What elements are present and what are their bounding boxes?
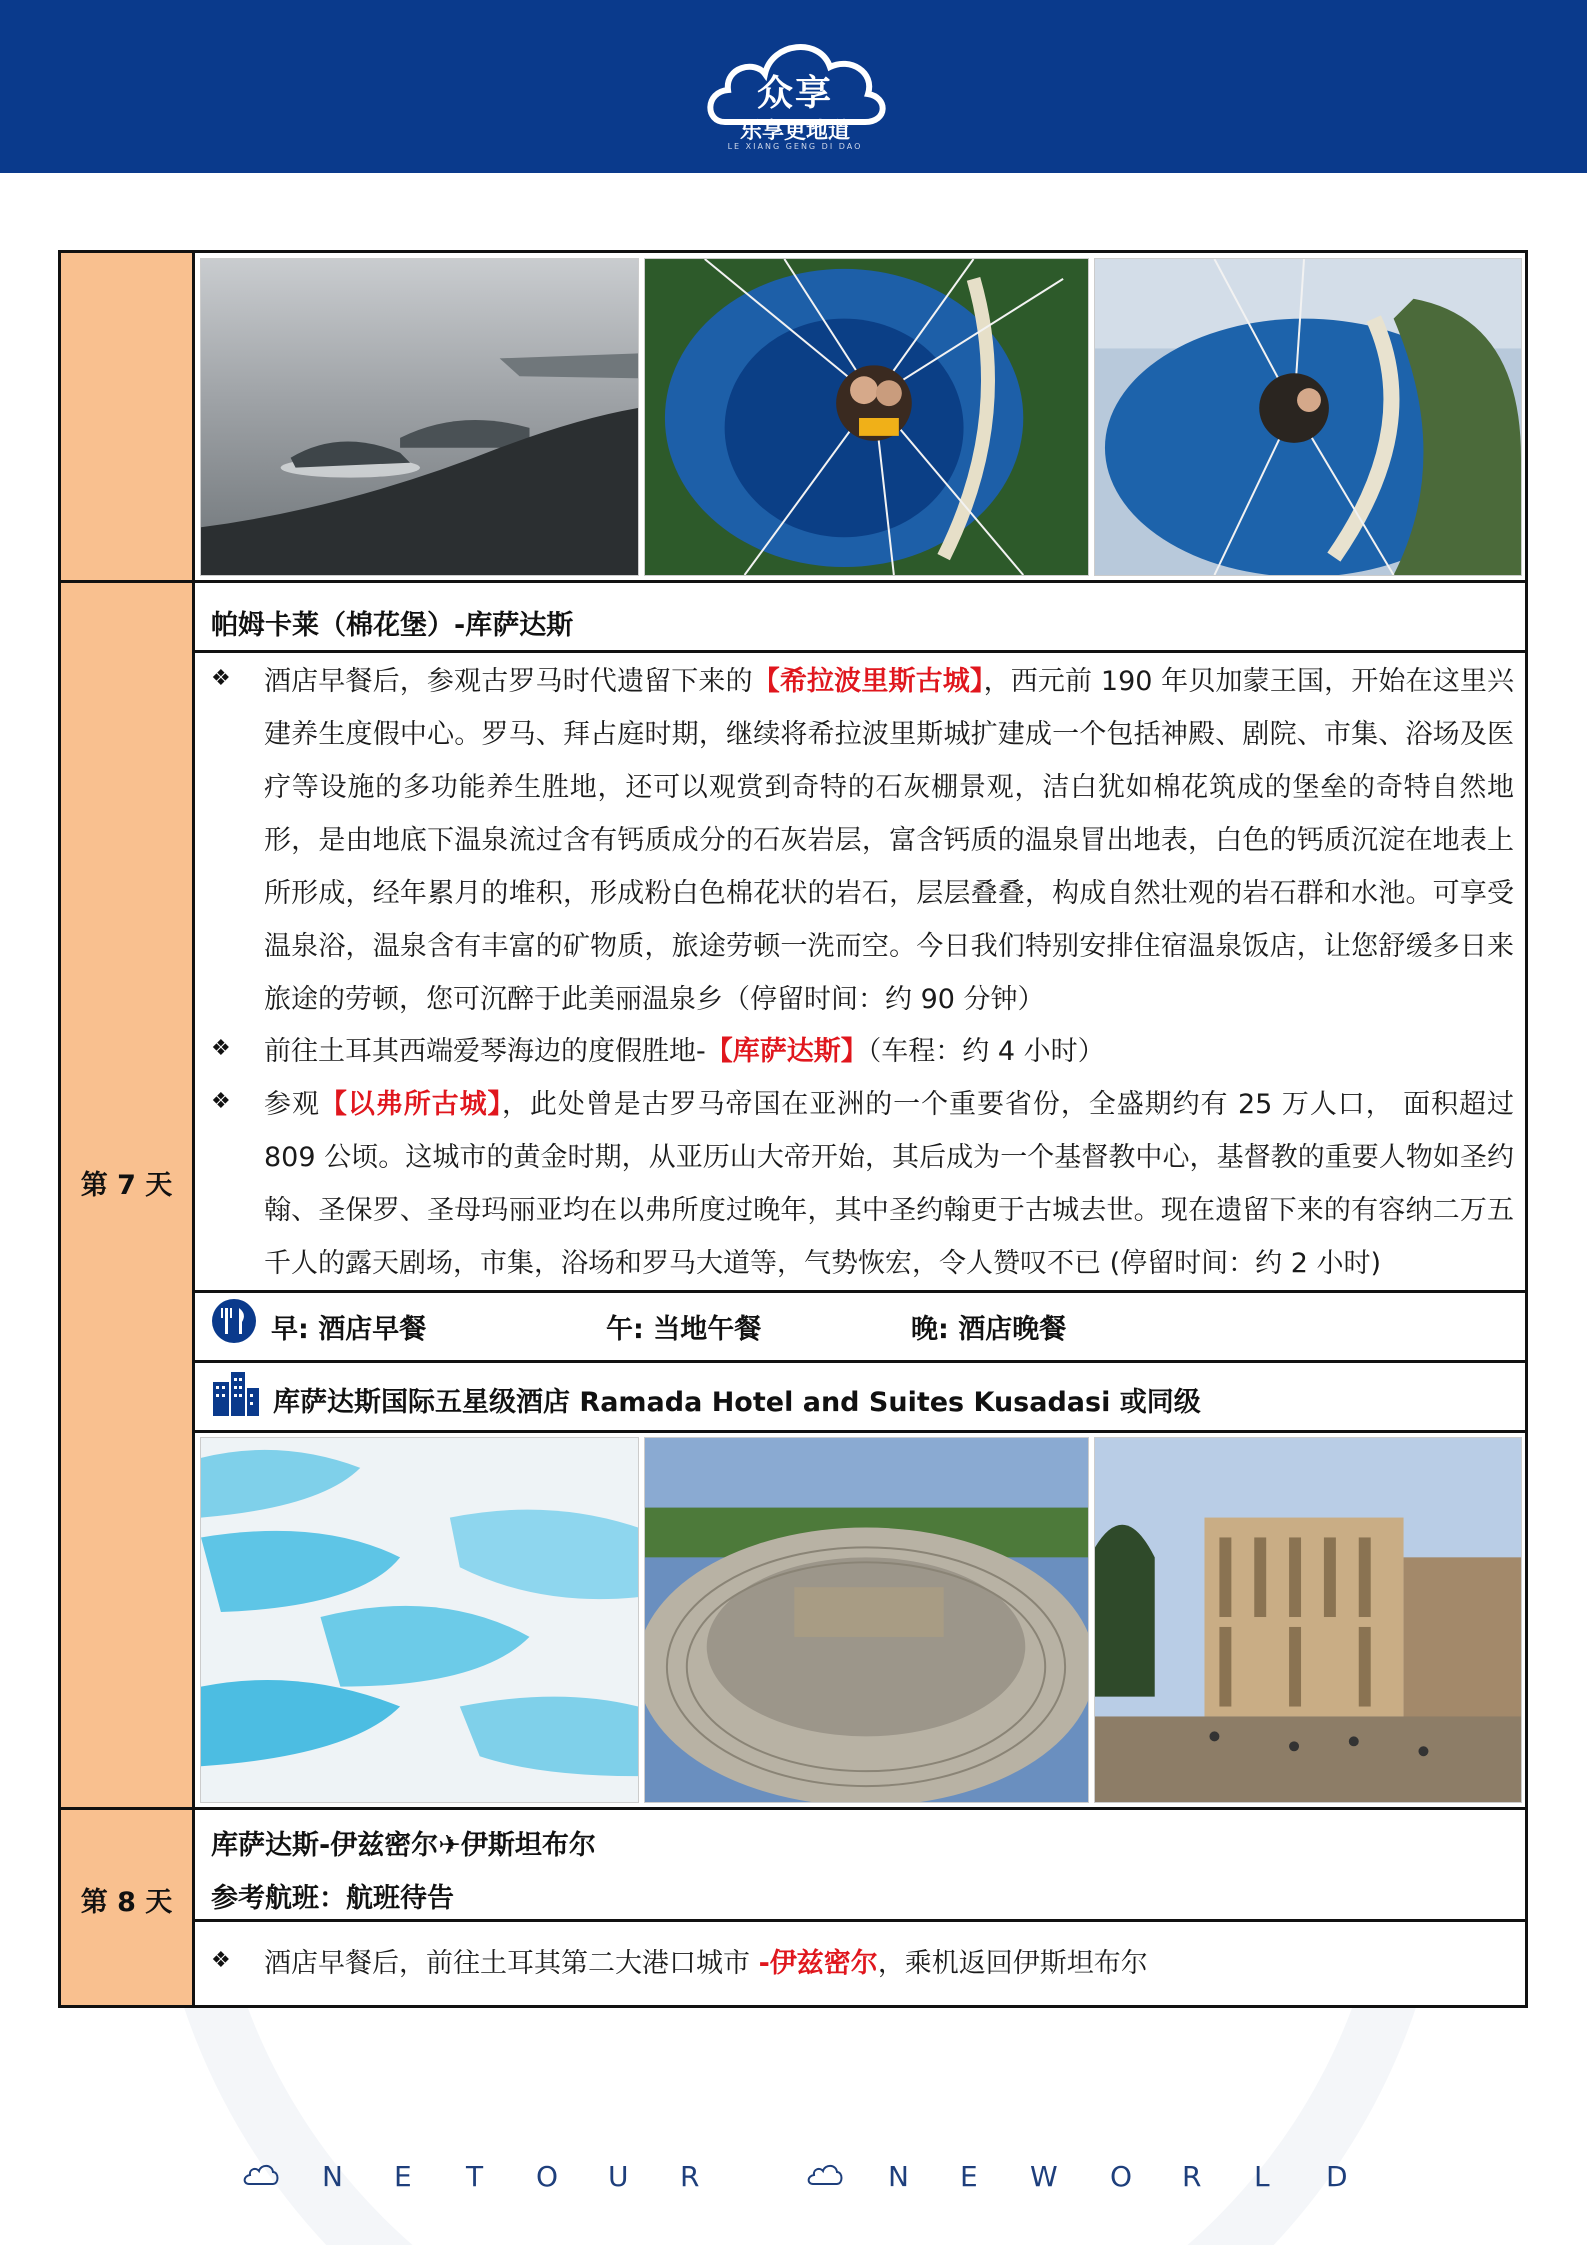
hotel-name: 库萨达斯国际五星级酒店 Ramada Hotel and Suites Kusadasi 或同级 bbox=[273, 1387, 1201, 1418]
footer-letter: E bbox=[394, 2160, 412, 2193]
day-8-flight: 参考航班：航班待告 bbox=[211, 1883, 454, 1914]
row-divider bbox=[61, 1807, 1525, 1810]
day-8-label: 第 8 天 bbox=[80, 1887, 173, 1918]
day-7-p1-text-cont: ，西元前 190 年贝加蒙王国，开始在这里兴建养生度假中心。罗马、拜占庭时期，继续将希拉波里斯城扩建成一个包括神殿、剧院、市集、浴场及医疗等设施的多功能养生胜地，还可以观赏到奇特的石灰棚景观，洁白犹如棉花筑成的堡垒的奇特自然地形，是由地底下温泉流过含有钙质成分的石灰岩层，富含钙质的温泉冒出地表，白色的钙质沉淀在地表上所形成，经年累月的堆积，形成粉白色棉花状的岩石，层层叠叠，构成自然壮观的岩石群和水池。可享受温泉浴，温泉含有丰富的矿物质，旅途劳顿一洗而空。今日我们特别安排住宿温泉饭店，让您舒缓多日来旅途的劳顿，您可沉醉于此美丽温泉乡（停留时间：约 90 分钟） bbox=[264, 666, 1514, 1015]
bullet-icon: ❖ bbox=[211, 666, 231, 691]
cloud-icon bbox=[243, 2162, 279, 2188]
day-8-p1-highlight: -伊兹密尔 bbox=[758, 1948, 878, 1979]
footer-letter: O bbox=[536, 2160, 559, 2193]
footer-letter: R bbox=[1182, 2160, 1202, 2193]
footer-letter: D bbox=[1326, 2160, 1348, 2193]
footer-letter: N bbox=[322, 2160, 343, 2193]
row-divider bbox=[61, 580, 1525, 583]
day-8-paragraph-1 bbox=[264, 1937, 1514, 1990]
footer-letter: L bbox=[1254, 2160, 1270, 2193]
lunch-label: 午: 当地午餐 bbox=[606, 1314, 762, 1345]
footer-letter: U bbox=[608, 2160, 629, 2193]
row-divider bbox=[195, 1430, 1525, 1433]
day-cell-7 bbox=[61, 583, 195, 1807]
breakfast-label: 早: 酒店早餐 bbox=[271, 1314, 427, 1345]
brand-pinyin: LE XIANG GENG DI DAO bbox=[727, 142, 863, 151]
day-cell-prev bbox=[61, 253, 195, 580]
day-8-p1-text: 酒店早餐后，前往土耳其第二大港口城市 bbox=[264, 1948, 759, 1979]
photo-paragliding-1 bbox=[644, 258, 1089, 576]
utensils-icon bbox=[211, 1298, 257, 1344]
photo-paragliding-2 bbox=[1094, 258, 1522, 576]
day-7-p3-highlight: 【以弗所古城】 bbox=[319, 1089, 502, 1120]
day-7-p3-text-cont: ，此处曾是古罗马帝国在亚洲的一个重要省份，全盛期约有 25 万人口， 面积超过 809 公顷。这城市的黄金时期，从亚历山大帝开始，其后成为一个基督教中心，基督教的重要人物如圣约翰、圣保罗、圣母玛丽亚均在以弗所度过晚年，其中圣约翰更于古城去世。现在遗留下来的有容纳二万五千人的露天剧场，市集，浴场和罗马大道等，气势恢宏，令人赞叹不已 (停留时间：约 2 小时) bbox=[264, 1089, 1514, 1279]
cloud-icon bbox=[807, 2162, 843, 2188]
footer-letter: T bbox=[466, 2160, 484, 2193]
bullet-icon: ❖ bbox=[211, 1948, 231, 1973]
page-header bbox=[0, 0, 1587, 173]
day-7-p2-highlight: 【库萨达斯】 bbox=[705, 1036, 868, 1067]
hotel-building-icon bbox=[211, 1370, 259, 1416]
brand-name: 众享 bbox=[756, 73, 833, 114]
brand-logo bbox=[700, 22, 890, 157]
footer-letter: W bbox=[1030, 2160, 1058, 2193]
bullet-icon: ❖ bbox=[211, 1036, 231, 1061]
brand-slogan: 乐享更地道 bbox=[739, 119, 850, 144]
meals-row bbox=[211, 1293, 1511, 1353]
day-7-p1-highlight: 【希拉波里斯古城】 bbox=[752, 666, 984, 697]
photo-pamukkale-terraces bbox=[200, 1437, 639, 1803]
day-7-p1-text: 酒店早餐后，参观古罗马时代遗留下来的 bbox=[264, 666, 753, 697]
day-7-p2-text-cont: （车程：约 4 小时） bbox=[867, 1036, 1105, 1067]
footer-letter: E bbox=[960, 2160, 978, 2193]
day-8-title: 库萨达斯-伊兹密尔✈伊斯坦布尔 bbox=[211, 1830, 596, 1861]
footer-letter: R bbox=[680, 2160, 700, 2193]
day-7-label: 第 7 天 bbox=[80, 1170, 173, 1201]
itinerary-table bbox=[58, 250, 1528, 2008]
dinner-label: 晚: 酒店晚餐 bbox=[911, 1314, 1067, 1345]
row-divider bbox=[195, 650, 1525, 653]
day-7-paragraph-1 bbox=[264, 655, 1514, 1026]
footer-letter: N bbox=[888, 2160, 909, 2193]
footer-letter: O bbox=[1110, 2160, 1133, 2193]
day-7-paragraph-3 bbox=[264, 1078, 1514, 1290]
day-7-p3-text: 参观 bbox=[264, 1089, 320, 1120]
day-7-title: 帕姆卡莱（棉花堡）-库萨达斯 bbox=[211, 610, 574, 641]
row-divider bbox=[195, 1360, 1525, 1363]
photo-sea-sunset bbox=[200, 258, 639, 576]
page-footer bbox=[0, 2160, 1587, 2210]
day-7-p2-text: 前往土耳其西端爱琴海边的度假胜地- bbox=[264, 1036, 706, 1067]
day-cell-8 bbox=[61, 1810, 195, 2005]
bullet-icon: ❖ bbox=[211, 1089, 231, 1114]
row-divider bbox=[195, 1919, 1525, 1922]
photo-ephesus-library bbox=[1094, 1437, 1522, 1803]
day-8-p1-text-cont: ，乘机返回伊斯坦布尔 bbox=[877, 1948, 1148, 1979]
day-7-paragraph-2 bbox=[264, 1025, 1514, 1078]
photo-hierapolis-theatre bbox=[644, 1437, 1089, 1803]
